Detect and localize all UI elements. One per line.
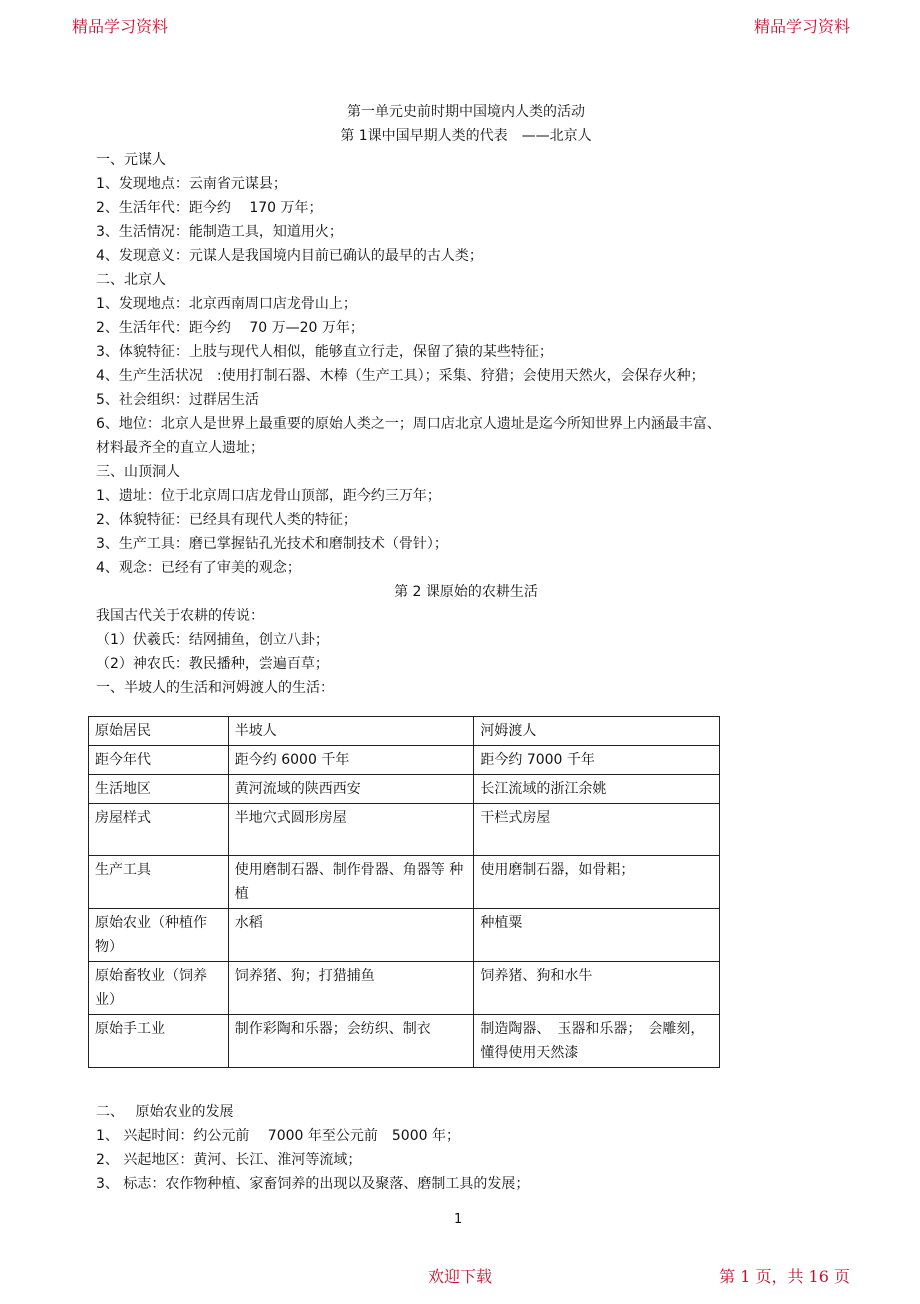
text-line: 1、发现地点：云南省元谋县； (96, 176, 287, 192)
text-line: 2、体貌特征：已经具有现代人类的特征； (96, 512, 357, 528)
table-row (89, 856, 720, 909)
table-row (89, 775, 720, 804)
table-row (89, 909, 720, 962)
text-line: 一、半坡人的生活和河姆渡人的生活： (96, 680, 334, 696)
table-cell: 生活地区 (89, 775, 229, 804)
header-left-label: 精品学习资料 (72, 17, 169, 36)
table-cell: 距今年代 (89, 746, 229, 775)
table-row (89, 962, 720, 1015)
text-line: 二、 原始农业的发展 (96, 1104, 234, 1120)
text-line: 5、社会组织：过群居生活 (96, 392, 259, 408)
header-right-label: 精品学习资料 (753, 17, 850, 36)
text-line: 二、北京人 (96, 272, 166, 288)
table-row (89, 746, 720, 775)
text-line: （1）伏羲氏：结网捕鱼，创立八卦； (96, 632, 329, 648)
text-line: （2）神农氏：教民播种，尝遍百草； (96, 656, 329, 672)
table-cell: 原始手工业 (89, 1015, 229, 1068)
table-cell: 种植粟 (474, 909, 720, 962)
table-cell: 原始农业（种植作物） (89, 909, 229, 962)
table-cell: 制作彩陶和乐器；会纺织、制衣 (228, 1015, 474, 1068)
text-line: 我国古代关于农耕的传说： (96, 608, 264, 624)
table-row (89, 1015, 720, 1068)
unit-title: 第一单元史前时期中国境内人类的活动 (347, 104, 585, 120)
text-line: 1、 兴起时间：约公元前 7000 年至公元前 5000 年； (96, 1128, 460, 1144)
page-number: 1 (454, 1212, 463, 1227)
text-line: 2、 兴起地区：黄河、长江、淮河等流域； (96, 1152, 362, 1168)
text-line: 4、观念：已经有了审美的观念； (96, 560, 301, 576)
document-body (96, 96, 836, 700)
footer-page-indicator: 第 1 页，共 16 页 (719, 1267, 850, 1286)
table-cell: 干栏式房屋 (474, 804, 720, 856)
table-cell: 原始畜牧业（饲养业） (89, 962, 229, 1015)
section-agriculture-development (96, 1100, 836, 1196)
table-cell: 距今约 6000 千年 (228, 746, 474, 775)
table-cell: 饲养猪、狗和水牛 (474, 962, 720, 1015)
lesson1-list (96, 148, 836, 580)
text-line: 一、元谋人 (96, 152, 166, 168)
text-line: 2、生活年代：距今约 170 万年； (96, 200, 323, 216)
table-cell: 半坡人 (228, 717, 474, 746)
table-row (89, 717, 720, 746)
table-cell: 黄河流域的陕西西安 (228, 775, 474, 804)
table-cell: 长江流域的浙江余姚 (474, 775, 720, 804)
table-cell: 房屋样式 (89, 804, 229, 856)
table-cell: 河姆渡人 (474, 717, 720, 746)
table-cell: 原始居民 (89, 717, 229, 746)
text-line: 2、生活年代：距今约 70 万—20 万年； (96, 320, 364, 336)
table-cell: 使用磨制石器、制作骨器、角器等 种植 (228, 856, 474, 909)
text-line: 3、生活情况：能制造工具，知道用火； (96, 224, 343, 240)
text-line: 3、生产工具：磨已掌握钻孔光技术和磨制技术（骨针）； (96, 536, 448, 552)
table-cell: 水稻 (228, 909, 474, 962)
footer-download-link[interactable]: 欢迎下载 (428, 1267, 493, 1286)
text-line: 4、生产生活状况 :使用打制石器、木棒（生产工具）；采集、狩猎；会使用天然火，会保存火种； (96, 368, 705, 384)
table-cell: 饲养猪、狗；打猎捕鱼 (228, 962, 474, 1015)
text-line: 3、 标志：农作物种植、家畜饲养的出现以及聚落、磨制工具的发展； (96, 1176, 530, 1192)
lesson2-list (96, 604, 836, 700)
text-line: 1、发现地点：北京西南周口店龙骨山上； (96, 296, 357, 312)
text-line: 3、体貌特征：上肢与现代人相似，能够直立行走，保留了猿的某些特征； (96, 344, 553, 360)
text-line: 1、遗址：位于北京周口店龙骨山顶部，距今约三万年； (96, 488, 441, 504)
comparison-table (88, 716, 720, 1068)
text-line: 6、地位：北京人是世界上最重要的原始人类之一；周口店北京人遗址是迄今所知世界上内涵最丰富、 (96, 416, 721, 432)
lesson1-title: 第 1课中国早期人类的代表 ——北京人 (340, 128, 592, 144)
text-line: 材料最齐全的直立人遗址； (96, 440, 264, 456)
table-cell: 制造陶器、 玉器和乐器； 会雕刻，懂得使用天然漆 (474, 1015, 720, 1068)
lesson2-title: 第 2 课原始的农耕生活 (394, 584, 538, 600)
text-line: 4、发现意义：元谋人是我国境内目前已确认的最早的古人类； (96, 248, 483, 264)
table-row (89, 804, 720, 856)
table-cell: 使用磨制石器，如骨耜； (474, 856, 720, 909)
table-cell: 生产工具 (89, 856, 229, 909)
table-cell: 半地穴式圆形房屋 (228, 804, 474, 856)
text-line: 三、山顶洞人 (96, 464, 180, 480)
table-cell: 距今约 7000 千年 (474, 746, 720, 775)
